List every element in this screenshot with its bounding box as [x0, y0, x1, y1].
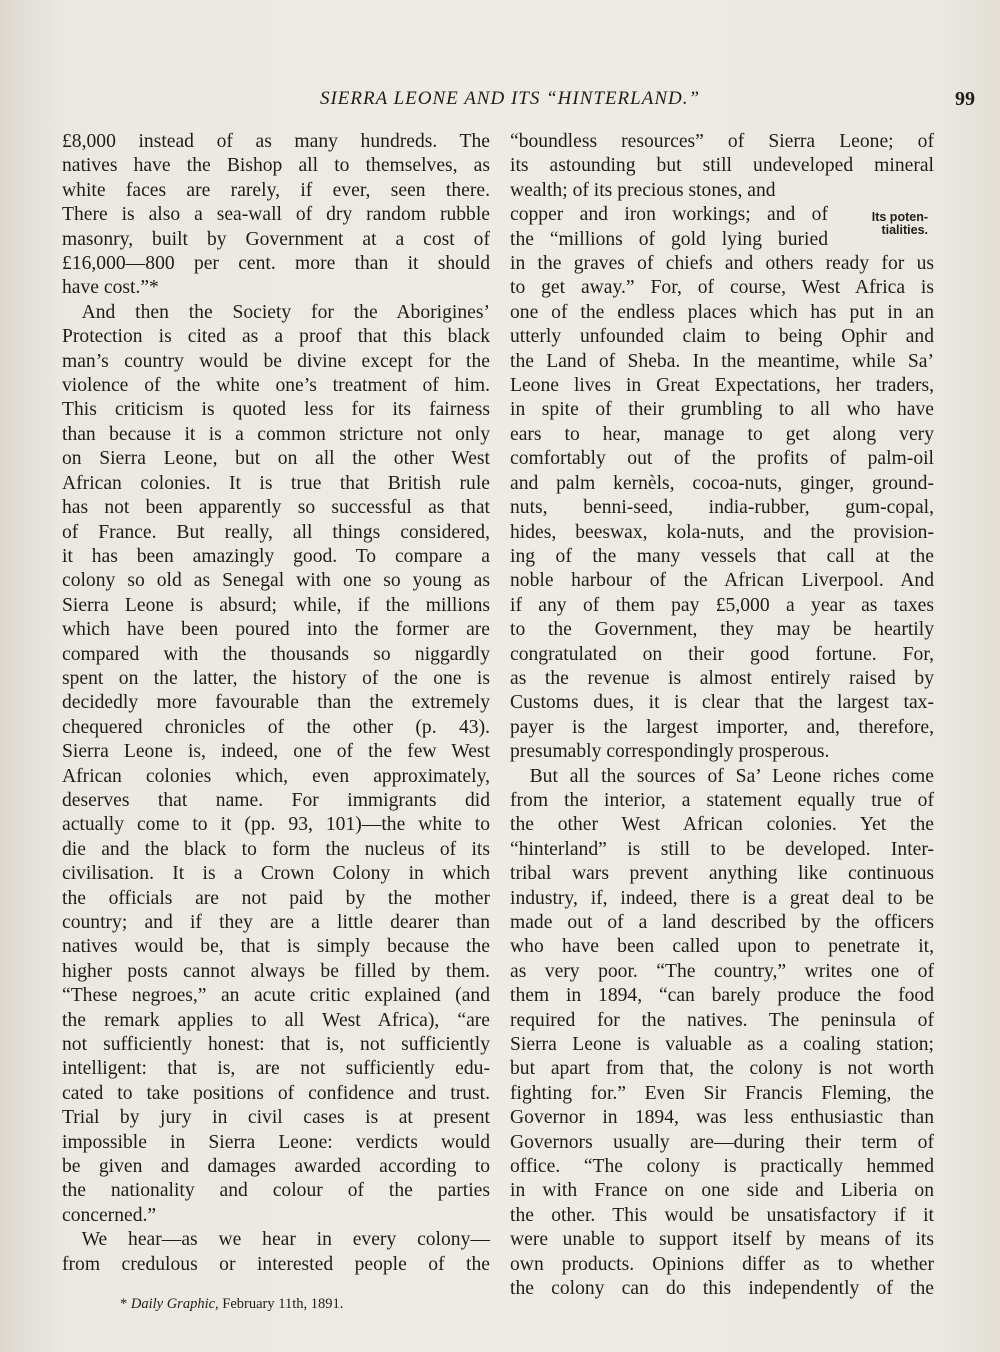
text-line: to get away.” For, of course, West Africa is [510, 277, 934, 299]
text-line: its astounding but still undeveloped mineral [510, 155, 934, 177]
text-line: higher posts cannot always be filled by them. [62, 960, 490, 982]
text-line: impossible in Sierra Leone: verdicts would [62, 1131, 490, 1153]
text-line: comfortably out of the profits of palm-oil [510, 448, 934, 470]
text-line: and palm kernèls, cocoa-nuts, ginger, ground- [510, 472, 934, 494]
text-line: to the Government, they may be heartily [510, 619, 934, 641]
text-line: but apart from that, the colony is not worth [510, 1058, 934, 1080]
text-line: own products. Opinions differ as to whether [510, 1253, 934, 1275]
text-line: natives have the Bishop all to themselves, as [62, 155, 490, 177]
text-line: deserves that name. For immigrants did [62, 789, 490, 811]
text-line: have cost.”* [62, 277, 159, 299]
text-line: And then the Society for the Aborigines’ [62, 301, 490, 323]
text-line: were unable to support itself by means of its [510, 1229, 934, 1251]
sidenote-line: tialities. [881, 223, 928, 237]
text-line: the remark applies to all West Africa), “are [62, 1009, 490, 1031]
sidenote-line: Its poten- [871, 210, 928, 224]
text-line: “hinterland” is still to be developed. Inter- [510, 838, 934, 860]
text-line: spent on the latter, the history of the one is [62, 667, 490, 689]
right-column [510, 130, 934, 1302]
text-line: country; and if they are a little dearer than [62, 912, 490, 933]
text-line: office. “The colony is practically hemmed [510, 1156, 934, 1178]
text-line: hides, beeswax, kola-nuts, and the provision- [510, 521, 934, 543]
text-line: ears to hear, manage to get along very [510, 423, 934, 445]
text-line: fighting for.” Even Sir Francis Fleming, the [510, 1082, 934, 1104]
text-line: masonry, built by Government at a cost of [62, 228, 490, 250]
text-line: the officials are not paid by the mother [62, 887, 490, 909]
text-line: the “millions of gold lying buried [510, 228, 828, 250]
text-line: Governors usually are—during their term of [510, 1131, 934, 1153]
text-line: as the revenue is almost entirely raised by [510, 667, 934, 689]
text-line: violence of the white one’s treatment of him. [62, 375, 490, 397]
text-line: African colonies. It is true that British rule [62, 472, 490, 494]
text-line: ing of the many vessels that call at the [510, 545, 934, 567]
text-line: compared with the thousands so niggardly [62, 643, 490, 665]
text-line: African colonies which, even approximately, [62, 765, 490, 787]
text-line: has not been apparently so successful as that [62, 497, 490, 519]
text-line: Governor in 1894, was less enthusiastic than [510, 1107, 934, 1129]
text-line: £8,000 instead of as many hundreds. The [62, 131, 490, 152]
text-line: chequered chronicles of the other (p. 43). [62, 716, 490, 738]
text-line: natives would be, that is simply because the [62, 936, 490, 958]
text-line: the nationality and colour of the parties [62, 1180, 490, 1202]
text-line: presumably correspondingly prosperous. [510, 741, 830, 763]
text-line: if any of them pay £5,000 a year as taxes [510, 594, 934, 616]
text-line: nuts, benni-seed, india-rubber, gum-copal, [510, 497, 934, 519]
text-line: than because it is a common stricture not only [62, 423, 490, 445]
text-line: Customs dues, it is clear that the largest tax- [510, 692, 934, 714]
text-line: There is also a sea-wall of dry random rubble [62, 204, 490, 226]
footnote-source: Daily Graphic, [130, 1296, 219, 1312]
text-line: be given and damages awarded according to [62, 1156, 490, 1178]
text-line: in spite of their grumbling to all who have [510, 399, 934, 421]
text-line: Leone lives in Great Expectations, her traders, [510, 375, 934, 397]
text-line: “These negroes,” an acute critic explained (and [62, 985, 490, 1007]
text-line: noble harbour of the African Liverpool. And [510, 570, 934, 592]
running-title: SIERRA LEONE AND ITS “HINTERLAND.” [319, 88, 701, 109]
text-line: on Sierra Leone, but on all the other West [62, 448, 490, 470]
text-line: tribal wars prevent anything like continuous [510, 863, 934, 885]
text-line: colony so old as Senegal with one so young as [62, 570, 490, 592]
text-line: them in 1894, “can barely produce the food [510, 985, 934, 1007]
text-line: required for the natives. The peninsula of [510, 1009, 934, 1031]
text-line: made out of a land described by the officers [510, 912, 934, 933]
text-line: die and the black to form the nucleus of its [62, 838, 490, 860]
text-line: cated to take positions of confidence and trust. [62, 1082, 490, 1104]
text-line: utterly unfounded claim to being Ophir and [510, 326, 934, 348]
footnote-marker: * [120, 1296, 128, 1312]
text-line: industry, if, indeed, there is a great deal to be [510, 887, 934, 909]
text-line: which have been poured into the former are [62, 619, 490, 641]
text-line: Sierra Leone is, indeed, one of the few West [62, 741, 490, 763]
text-line: the other. This would be unsatisfactory if it [510, 1204, 934, 1226]
footnote [120, 1296, 500, 1313]
text-line: actually come to it (pp. 93, 101)—the white to [62, 814, 490, 836]
text-line: £16,000—800 per cent. more than it should [62, 253, 490, 275]
text-line: But all the sources of Sa’ Leone riches come [510, 765, 934, 787]
text-line: of France. But really, all things considered, [62, 521, 490, 543]
text-line: civilisation. It is a Crown Colony in which [62, 863, 490, 885]
left-column [62, 130, 490, 1277]
text-line: Sierra Leone is absurd; while, if the millions [62, 594, 490, 616]
text-line: “boundless resources” of Sierra Leone; of [510, 131, 934, 152]
text-line: We hear—as we hear in every colony— [62, 1229, 490, 1251]
text-line: This criticism is quoted less for its fairness [62, 399, 490, 421]
text-line: it has been amazingly good. To compare a [62, 545, 490, 567]
text-line: concerned.” [62, 1204, 157, 1226]
text-line: who have been called upon to penetrate it, [510, 936, 934, 958]
text-line: man’s country would be divine except for the [62, 350, 490, 372]
text-line: as very poor. “The country,” writes one of [510, 960, 934, 982]
text-line: in the graves of chiefs and others ready for us [510, 253, 934, 275]
text-line: in with France on one side and Liberia on [510, 1180, 934, 1202]
text-line: Trial by jury in civil cases is at present [62, 1107, 490, 1129]
text-line: Protection is cited as a proof that this black [62, 326, 490, 348]
text-line: Sierra Leone is valuable as a coaling station; [510, 1034, 934, 1056]
text-line: white faces are rarely, if ever, seen there. [62, 179, 490, 201]
page-number: 99 [955, 88, 975, 110]
text-line: one of the endless places which has put in an [510, 301, 934, 323]
text-line: wealth; of its precious stones, and [510, 179, 776, 201]
text-line: the other West African colonies. Yet the [510, 814, 934, 836]
text-line: from the interior, a statement equally true of [510, 789, 934, 811]
text-line: the colony can do this independently of the [510, 1278, 934, 1300]
text-line: not sufficiently honest: that is, not sufficiently [62, 1034, 490, 1056]
text-line: congratulated on their good fortune. For, [510, 643, 934, 665]
text-line: copper and iron workings; and of [510, 204, 828, 226]
text-line: payer is the largest importer, and, therefore, [510, 716, 934, 738]
text-line: from credulous or interested people of the [62, 1253, 490, 1275]
text-line: decidedly more favourable than the extremely [62, 692, 490, 714]
footnote-date: February 11th, 1891. [222, 1296, 344, 1312]
text-line: intelligent: that is, are not sufficiently edu- [62, 1058, 490, 1080]
text-line: the Land of Sheba. In the meantime, while Sa’ [510, 350, 934, 372]
margin-sidenote [838, 211, 928, 237]
